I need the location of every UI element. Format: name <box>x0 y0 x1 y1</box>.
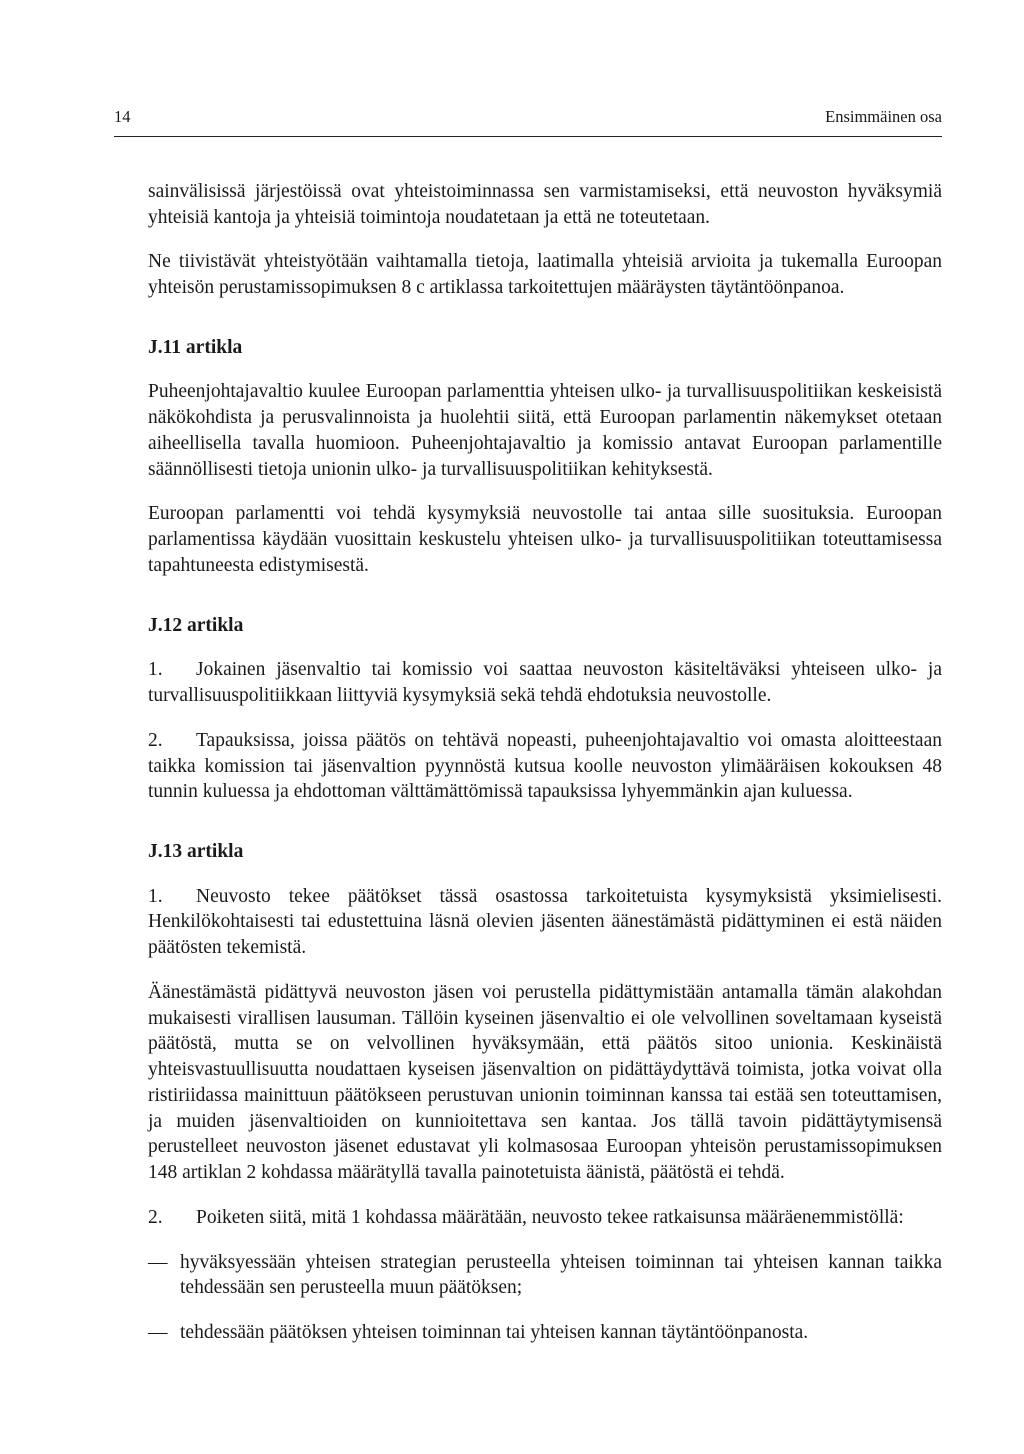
page-header <box>114 106 942 137</box>
article-j13-item-2 <box>148 1205 942 1231</box>
item-text: Neuvosto tekee päätökset tässä osastossa tarkoitetuista kysymyksistä yksimielisesti. Henkilökohtaisesti tai edustettuina läsnä olevien jäsenten äänestämästä pidättyminen ei estä näiden päätösten tekemistä. <box>148 885 942 959</box>
dash-item-text: tehdessään päätöksen yhteisen toiminnan tai yhteisen kannan täytäntöönpanosta. <box>180 1322 809 1343</box>
article-j13-paragraph-2: Äänestämästä pidättyvä neuvoston jäsen voi perustella pidättymistään antamalla tämän alakohdan mukaisesti virallisen lausuman. Tällöin kyseinen jäsenvaltio ei ole velvollinen soveltamaan kyseistä päätöstä, mutta se on velvollinen hyväksymään, että päätös sitoo unionia. Keskinäistä yhteisvastuullisuutta noudattaen kyseisen jäsenvaltion on pidättäydyttävä toimista, jotka voivat olla ristiriidassa mainittuun päätökseen perustuvan unionin toiminnan kanssa tai estää sen toteuttamisen, ja muiden jäsenvaltioiden on kunnioitettava sen kantaa. Jos tällä tavoin pidättäytymisensä perustelleet neuvoston jäsenet edustavat yli kolmasosaa Euroopan yhteisön perustamissopimuksen 148 artiklan 2 kohdassa määrätyllä tavalla painotetuista äänistä, päätöstä ei tehdä. <box>148 981 942 1184</box>
article-j12-heading: J.12 artikla <box>148 614 244 636</box>
dash-list-item-2 <box>148 1320 942 1346</box>
page-content <box>148 179 942 1346</box>
section-title: Ensimmäinen osa <box>825 107 942 126</box>
article-j12-item-2 <box>148 728 942 805</box>
item-number: 1. <box>148 659 163 681</box>
item-number: 2. <box>148 1206 163 1228</box>
dash-item-text: hyväksyessään yhteisen strategian perusteella yhteisen toiminnan tai yhteisen kannan taikka tehdessään sen perusteella muun päätöksen; <box>180 1251 942 1299</box>
intro-paragraph-2: Ne tiivistävät yhteistyötään vaihtamalla tietoja, laatimalla yhteisiä arvioita ja tukemalla Euroopan yhteisön perustamissopimuksen 8 c artiklassa tarkoitettujen määräysten täytäntöönpanoa. <box>148 251 942 298</box>
intro-paragraph-1: sainvälisissä järjestöissä ovat yhteistoiminnassa sen varmistamiseksi, että neuvoston hyväksymiä yhteisiä kantoja ja yhteisiä toimintoja noudatetaan ja että ne toteutetaan. <box>148 180 942 228</box>
item-text: Poiketen siitä, mitä 1 kohdassa määrätään, neuvosto tekee ratkaisunsa määräenemmistöllä: <box>196 1206 904 1228</box>
page-number: 14 <box>114 107 131 126</box>
dash-list-item-1 <box>148 1250 942 1301</box>
item-number: 2. <box>148 729 163 751</box>
document-page <box>114 106 942 1365</box>
article-j13-item-1 <box>148 884 942 961</box>
item-text: Jokainen jäsenvaltio tai komissio voi saattaa neuvoston käsiteltäväksi yhteiseen ulko- ja turvallisuuspolitiikkaan liittyviä kysymyksiä sekä tehdä ehdotuksia neuvostolle. <box>148 659 942 707</box>
dash-bullet: — <box>148 1322 168 1343</box>
item-number: 1. <box>148 885 163 907</box>
item-text: Tapauksissa, joissa päätös on tehtävä nopeasti, puheenjohtajavaltio voi omasta aloitteestaan taikka komission tai jäsenvaltion pyynnöstä kutsua koolle neuvoston ylimääräisen kokouksen 48 tunnin kuluessa ja ehdottoman välttämättömissä tapauksissa lyhyemmänkin ajan kuluessa. <box>148 729 942 803</box>
article-j11-heading: J.11 artikla <box>148 336 243 358</box>
article-j11-paragraph-1: Puheenjohtajavaltio kuulee Euroopan parlamenttia yhteisen ulko- ja turvallisuuspolitiikan keskeisistä näkökohdista ja perusvalinnoista ja huolehtii siitä, että Euroopan parlamentin näkemykset otetaan aiheellisella tavalla huomioon. Puheenjohtajavaltio ja komissio antavat Euroopan parlamentille säännöllisesti tietoja unionin ulko- ja turvallisuuspolitiikan kehityksestä. <box>148 381 942 480</box>
article-j13-heading: J.13 artikla <box>148 840 244 862</box>
article-j12-item-1 <box>148 657 942 708</box>
dash-bullet: — <box>148 1251 168 1273</box>
article-j11-paragraph-2: Euroopan parlamentti voi tehdä kysymyksiä neuvostolle tai antaa sille suosituksia. Euroopan parlamentissa käydään vuosittain keskustelu yhteisen ulko- ja turvallisuuspolitiikan toteuttamisessa tapahtuneesta edistymisestä. <box>148 503 942 576</box>
